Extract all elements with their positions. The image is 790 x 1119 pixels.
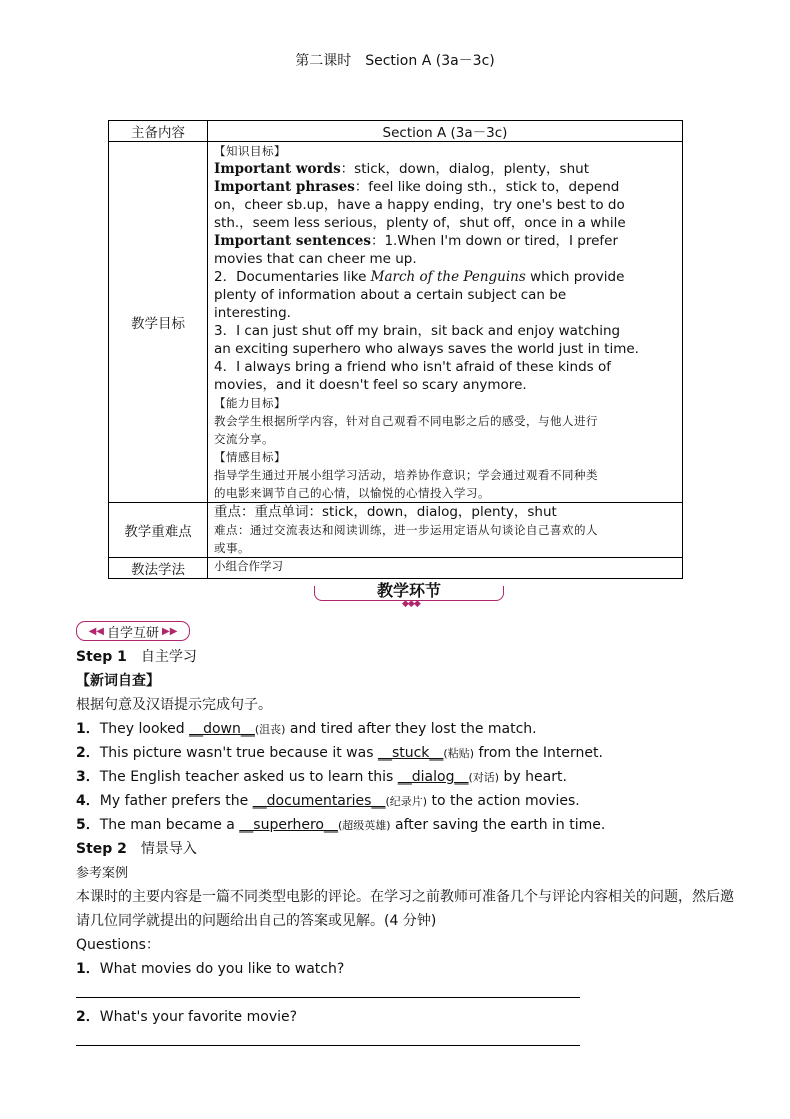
emotion-line1: 指导学生通过开展小组学习活动，培养协作意识；学会通过观看不同种类 xyxy=(214,468,598,482)
difficulty-label: 教学重难点 xyxy=(109,503,208,558)
exercise-hint: (纪录片) xyxy=(385,795,428,808)
exercise-item xyxy=(76,742,603,762)
exercise-number: 5． xyxy=(76,817,100,833)
words-label: Important words xyxy=(214,161,341,177)
question-text: What's your favorite movie? xyxy=(99,1009,298,1025)
question-item xyxy=(76,958,344,978)
question-text: What movies do you like to watch? xyxy=(99,961,345,977)
method-label: 教法学法 xyxy=(109,558,208,579)
step1-title: 自主学习 xyxy=(140,649,197,665)
step2-label: Step 2 xyxy=(76,841,127,857)
step1-heading xyxy=(76,646,197,666)
exercise-text: by heart. xyxy=(499,769,567,785)
ability-line2: 交流分享。 xyxy=(214,432,274,446)
exercise-hint: (粘贴) xyxy=(443,747,474,760)
exercise-answer: __stuck__ xyxy=(377,745,444,761)
exercise-text: The English teacher asked us to learn this xyxy=(99,769,398,785)
exercise-answer: __down__ xyxy=(189,721,255,737)
exercise-answer: __documentaries__ xyxy=(252,793,386,809)
intro-line1: 本课时的主要内容是一篇不同类型电影的评论。在学习之前教师可准备几个与评论内容相关的问题，然后邀 xyxy=(76,889,734,905)
sent4-line2: movies，and it doesn't feel so scary anymore. xyxy=(214,377,527,393)
double-chevron-right-icon: ▶▶ xyxy=(162,625,178,637)
page-title: 第二课时 Section A (3a－3c) xyxy=(295,53,495,69)
exercise-number: 3． xyxy=(76,769,100,785)
diamond-ornament-icon: ◆◆◆ xyxy=(402,599,420,609)
emotion-heading: 【情感目标】 xyxy=(214,450,286,464)
sent2-italic: March of the Penguins xyxy=(370,269,526,285)
difficulty-cell xyxy=(208,503,683,558)
exercise-text: from the Internet. xyxy=(474,745,603,761)
exercise-text: The man became a xyxy=(99,817,240,833)
exercise-hint: (超级英雄) xyxy=(337,819,391,832)
ability-heading: 【能力目标】 xyxy=(214,396,286,410)
sent4-line1: 4．I always bring a friend who isn't afraid of these kinds of xyxy=(214,359,612,375)
lesson-plan-table xyxy=(108,120,683,579)
questions-label: Questions： xyxy=(76,937,160,953)
question-item xyxy=(76,1006,297,1026)
exercise-item xyxy=(76,790,580,810)
section-tag-label: 自学互研 xyxy=(106,625,159,641)
header-label: 主备内容 xyxy=(109,121,208,142)
sent2-post: which provide xyxy=(525,269,625,285)
exercise-item xyxy=(76,766,567,786)
phrases-line1: ：feel like doing sth.，stick to，depend xyxy=(354,179,620,195)
sent2-line2: plenty of information about a certain subject can be xyxy=(214,287,567,303)
intro-line2: 请几位同学就提出的问题给出自己的答案或见解。(4 分钟) xyxy=(76,913,437,929)
exercise-text: This picture wasn't true because it was xyxy=(99,745,378,761)
answer-line[interactable] xyxy=(76,1045,580,1046)
sent2-line3: interesting. xyxy=(214,305,291,321)
reference-label: 参考案例 xyxy=(76,866,129,881)
emotion-line2: 的电影来调节自己的心情，以愉悦的心情投入学习。 xyxy=(214,486,490,500)
sent3-line1: 3．I can just shut off my brain，sit back and enjoy watching xyxy=(214,323,621,339)
exercise-answer: __superhero__ xyxy=(239,817,338,833)
objectives-cell xyxy=(208,142,683,503)
sentences-label: Important sentences xyxy=(214,233,371,249)
exercise-item xyxy=(76,814,605,834)
method-value: 小组合作学习 xyxy=(208,558,683,579)
step2-heading xyxy=(76,838,197,858)
sent1-line1: ：1.When I'm down or tired，I prefer xyxy=(370,233,619,249)
answer-line[interactable] xyxy=(76,997,580,998)
question-number: 1． xyxy=(76,961,100,977)
sent1-line2: movies that can cheer me up. xyxy=(214,251,417,267)
exercise-hint: (对话) xyxy=(468,771,500,784)
exercise-text: to the action movies. xyxy=(427,793,580,809)
sent2-pre: 2．Documentaries like xyxy=(214,269,371,285)
phrases-line2: on，cheer sb.up，have a happy ending，try one's best to do xyxy=(214,197,625,213)
difficulty-line2: 或事。 xyxy=(214,541,250,555)
exercise-answer: __dialog__ xyxy=(397,769,469,785)
difficulty-line1: 难点：通过交流表达和阅读训练，进一步运用定语从句谈论自己喜欢的人 xyxy=(214,523,598,537)
ability-line1: 教会学生根据所学内容，针对自己观看不同电影之后的感受，与他人进行 xyxy=(214,414,598,428)
section-banner xyxy=(314,578,504,609)
instruction: 根据句意及汉语提示完成句子。 xyxy=(76,697,272,713)
exercise-text: and tired after they lost the match. xyxy=(285,721,537,737)
objectives-label: 教学目标 xyxy=(109,142,208,503)
question-number: 2． xyxy=(76,1009,100,1025)
exercise-number: 4． xyxy=(76,793,100,809)
banner-title: 教学环节 xyxy=(371,581,447,600)
sent3-line2: an exciting superhero who always saves the world just in time. xyxy=(214,341,639,357)
exercise-item xyxy=(76,718,537,738)
phrases-line3: sth.，seem less serious，plenty of，shut off，once in a while xyxy=(214,215,626,231)
step2-title: 情景导入 xyxy=(140,841,197,857)
knowledge-heading: 【知识目标】 xyxy=(214,144,286,158)
focus-line: 重点：重点单词：stick，down，dialog，plenty，shut xyxy=(214,504,557,520)
step1-label: Step 1 xyxy=(76,649,127,665)
double-chevron-left-icon: ◀◀ xyxy=(88,625,104,637)
exercise-number: 1． xyxy=(76,721,100,737)
exercise-hint: (沮丧) xyxy=(254,723,286,736)
phrases-label: Important phrases xyxy=(214,179,355,195)
section-tag xyxy=(76,621,190,641)
header-value: Section A (3a－3c) xyxy=(208,121,683,142)
exercise-number: 2． xyxy=(76,745,100,761)
exercise-text: My father prefers the xyxy=(99,793,253,809)
new-words-heading: 【新词自查】 xyxy=(76,673,160,689)
exercise-text: They looked xyxy=(99,721,190,737)
exercise-text: after saving the earth in time. xyxy=(390,817,606,833)
words-value: ：stick，down，dialog，plenty，shut xyxy=(340,161,589,177)
